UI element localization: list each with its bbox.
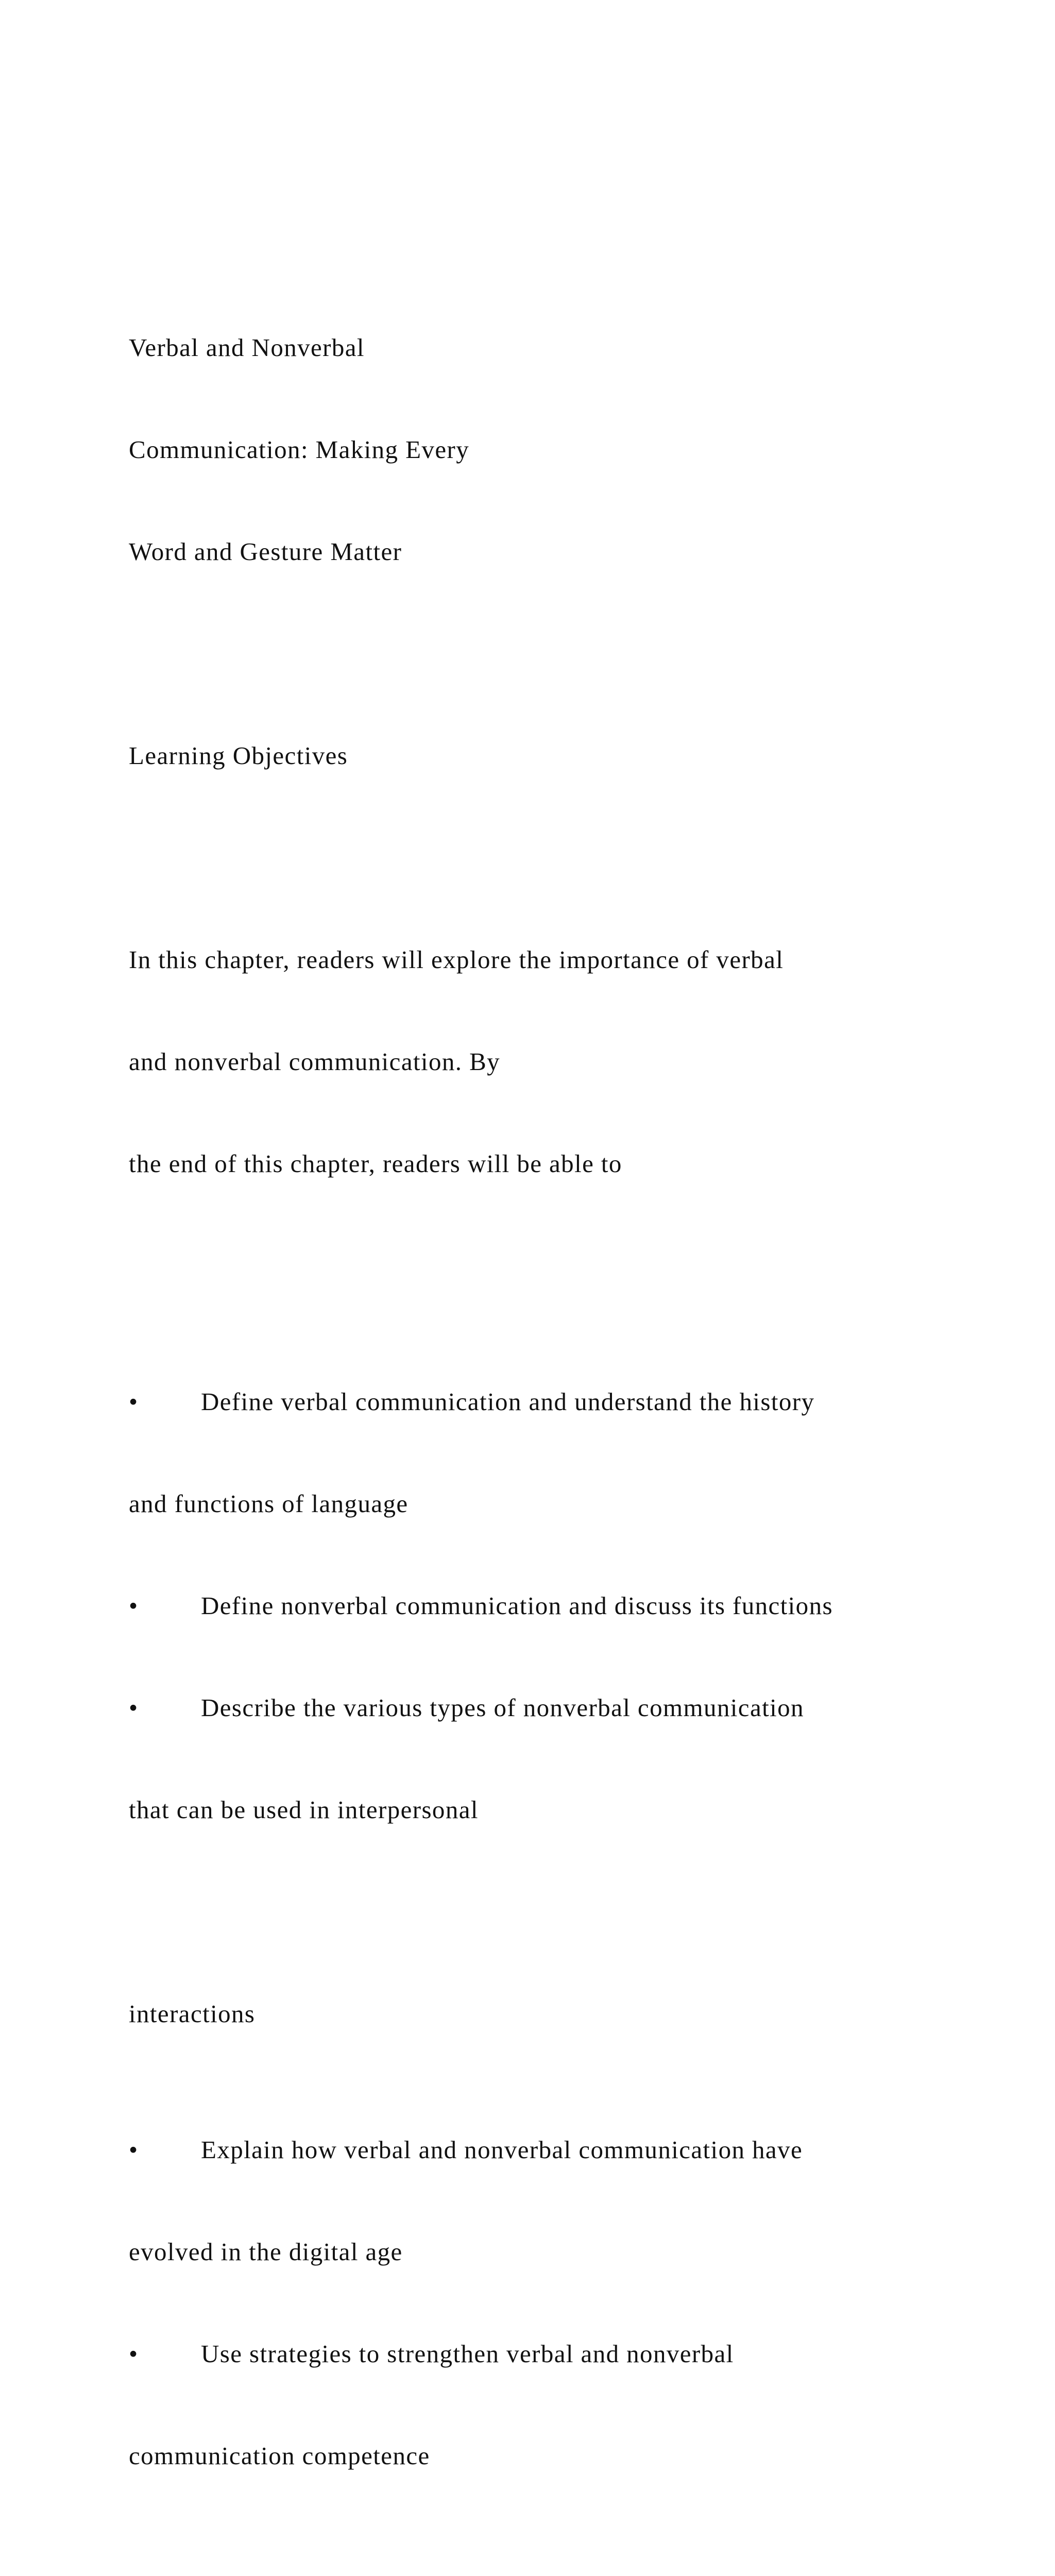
objective-text: Explain how verbal and nonverbal communication have <box>201 2136 803 2164</box>
bullet-icon: • <box>129 1387 139 1416</box>
section-heading: Learning Objectives <box>129 741 348 770</box>
title-line-3: Word and Gesture Matter <box>129 537 402 566</box>
blank-line <box>129 1249 994 1283</box>
objective-4-continued: evolved in the digital age <box>129 2238 403 2266</box>
objective-text: Use strategies to strengthen verbal and nonverbal <box>201 2340 734 2368</box>
objective-text: Define verbal communication and understand the history <box>201 1387 815 1416</box>
title-line-2: Communication: Making Every <box>129 435 470 464</box>
blank-line <box>129 1895 994 1929</box>
intro-line-1: In this chapter, readers will explore the importance of verbal <box>129 945 784 974</box>
bullet-icon: • <box>129 1591 139 1620</box>
document-text <box>129 263 994 2576</box>
objective-5-continued: communication competence <box>129 2442 430 2470</box>
bullet-icon: • <box>129 1693 139 1722</box>
objective-3-continued: that can be used in interpersonal <box>129 1795 479 1824</box>
intro-line-3: the end of this chapter, readers will be able to <box>129 1149 622 1178</box>
objective-3-continuation-word: interactions <box>129 1999 256 2028</box>
intro-line-2: and nonverbal communication. By <box>129 1047 501 1076</box>
objective-5 <box>129 2337 994 2371</box>
objective-1 <box>129 1385 994 1419</box>
objective-text: Describe the various types of nonverbal communication <box>201 1693 804 1722</box>
blank-line <box>129 637 994 671</box>
objective-text: Define nonverbal communication and discuss its functions <box>201 1591 833 1620</box>
objective-4 <box>129 2133 994 2167</box>
objective-3 <box>129 1691 994 1725</box>
blank-line <box>129 2541 994 2575</box>
title-line-1: Verbal and Nonverbal <box>129 333 365 362</box>
blank-line <box>129 841 994 875</box>
objective-1-continued: and functions of language <box>129 1489 409 1518</box>
bullet-icon: • <box>129 2340 139 2368</box>
objective-2 <box>129 1589 994 1623</box>
bullet-icon: • <box>129 2136 139 2164</box>
